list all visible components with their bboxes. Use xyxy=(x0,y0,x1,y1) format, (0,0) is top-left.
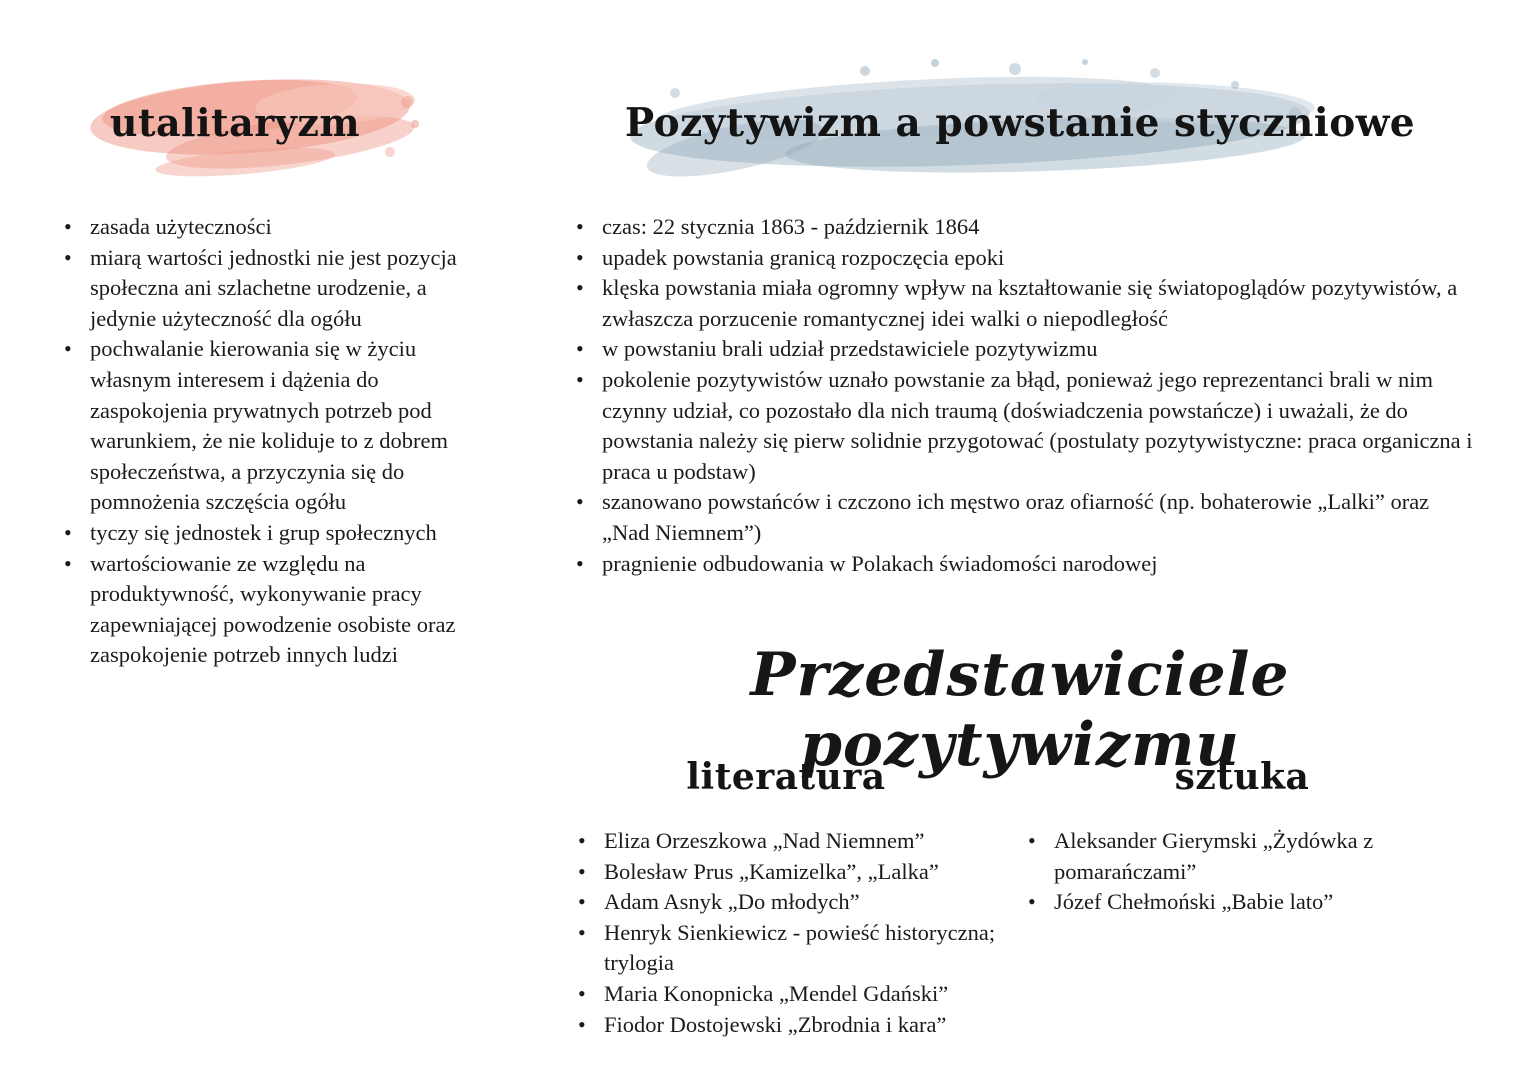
literature-heading: literatura xyxy=(686,756,886,798)
utilitarianism-list xyxy=(48,212,463,671)
list-item: • Bolesław Prus „Kamizelka”, „Lalka” xyxy=(562,857,1010,888)
list-item: • Maria Konopnicka „Mendel Gdański” xyxy=(562,979,1010,1010)
list-item: • tyczy się jednostek i grup społecznych xyxy=(48,518,463,549)
list-item: • upadek powstania granicą rozpoczęcia epoki xyxy=(560,243,1478,274)
positivism-heading-block xyxy=(560,45,1480,205)
list-item: • miarą wartości jednostki nie jest pozycja społeczna ani szlachetne urodzenie, a jedynie użyteczność dla ogółu xyxy=(48,243,463,335)
art-heading: sztuka xyxy=(1174,756,1310,798)
positivism-heading: Pozytywizm a powstanie styczniowe xyxy=(624,100,1416,146)
positivism-list xyxy=(560,212,1478,579)
list-item: • Henryk Sienkiewicz - powieść historyczna; trylogia xyxy=(562,918,1010,979)
list-item: • klęska powstania miała ogromny wpływ na kształtowanie się światopoglądów pozytywistów, a zwłaszcza porzucenie romantycznej idei walki o niepodległość xyxy=(560,273,1478,334)
list-item: • Eliza Orzeszkowa „Nad Niemnem” xyxy=(562,826,1010,857)
list-item: • Fiodor Dostojewski „Zbrodnia i kara” xyxy=(562,1010,1010,1041)
list-item: • Adam Asnyk „Do młodych” xyxy=(562,887,1010,918)
list-item: • pochwalanie kierowania się w życiu własnym interesem i dążenia do zaspokojenia prywatnych potrzeb pod warunkiem, że nie koliduje to z dobrem społeczeństwa, a przyczynia się do pomnożenia szczęścia ogółu xyxy=(48,334,463,518)
list-item: • pragnienie odbudowania w Polakach świadomości narodowej xyxy=(560,549,1478,580)
art-list xyxy=(1012,826,1472,918)
representatives-heading: Przedstawiciele pozytywizmu xyxy=(750,640,1290,780)
list-item: • wartościowanie ze względu na produktywność, wykonywanie pracy zapewniającej powodzenie osobiste oraz zaspokojenie potrzeb innych ludzi xyxy=(48,549,463,671)
list-item: • szanowano powstańców i czczono ich męstwo oraz ofiarność (np. bohaterowie „Lalki” oraz „Nad Niemnem”) xyxy=(560,487,1478,548)
list-item: • Józef Chełmoński „Babie lato” xyxy=(1012,887,1472,918)
literature-list xyxy=(562,826,1010,1040)
utilitarianism-heading: utalitaryzm xyxy=(109,100,361,145)
list-item: • w powstaniu brali udział przedstawiciele pozytywizmu xyxy=(560,334,1478,365)
list-item: • zasada użyteczności xyxy=(48,212,463,243)
utilitarianism-heading-block xyxy=(85,62,430,192)
list-item: • pokolenie pozytywistów uznało powstanie za błąd, ponieważ jego reprezentanci brali w nim czynny udział, co pozostało dla nich traumą (doświadczenia powstańcze) i uważali, że do powstania należy się pierw solidnie przygotować (postulaty pozytywistyczne: praca organiczna i praca u podstaw) xyxy=(560,365,1478,487)
list-item: • czas: 22 stycznia 1863 - październik 1864 xyxy=(560,212,1478,243)
list-item: • Aleksander Gierymski „Żydówka z pomarańczami” xyxy=(1012,826,1472,887)
